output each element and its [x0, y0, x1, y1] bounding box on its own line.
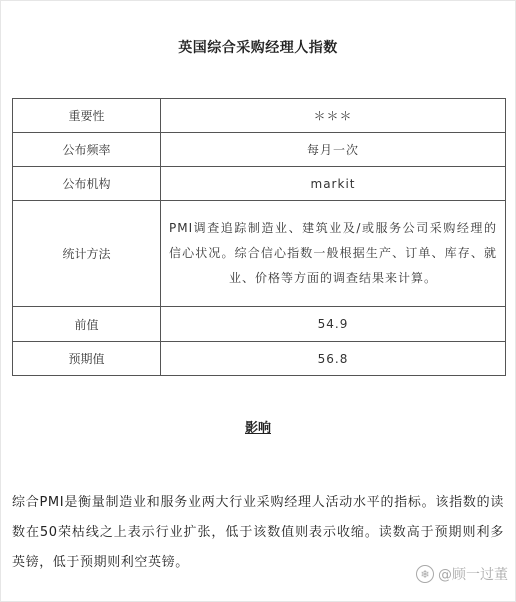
page-title: 英国综合采购经理人指数 — [178, 40, 338, 56]
row-value: markit — [161, 167, 506, 201]
row-value: ＊＊＊ — [161, 99, 506, 133]
impact-paragraph: 综合PMI是衡量制造业和服务业两大行业采购经理人活动水平的指标。该指数的读数在50荣枯线之上表示行业扩张，低于该数值则表示收缩。读数高于预期则利多英镑，低于预期则利空英镑。 — [12, 495, 504, 570]
table-row — [13, 307, 506, 342]
row-value: PMI调查追踪制造业、建筑业及/或服务公司采购经理的信心状况。综合信心指数一般根据生产、订单、库存、就业、价格等方面的调查结果来计算。 — [161, 201, 506, 307]
table-row — [13, 342, 506, 376]
table-row — [13, 201, 506, 307]
info-table — [12, 98, 506, 376]
table-row — [13, 167, 506, 201]
row-label: 重要性 — [13, 99, 161, 133]
watermark — [416, 564, 508, 584]
watermark-text: @顾一过董 — [438, 567, 508, 583]
impact-heading-text: 影响 — [244, 421, 271, 436]
row-value: 每月一次 — [161, 133, 506, 167]
row-label: 公布频率 — [13, 133, 161, 167]
row-label: 统计方法 — [13, 201, 161, 307]
row-value: 54.9 — [161, 307, 506, 342]
row-value: 56.8 — [161, 342, 506, 376]
table-row — [13, 133, 506, 167]
impact-heading — [0, 417, 516, 436]
table-row — [13, 99, 506, 133]
row-label: 预期值 — [13, 342, 161, 376]
row-label: 公布机构 — [13, 167, 161, 201]
snowball-icon: ❄ — [416, 565, 434, 583]
row-label: 前值 — [13, 307, 161, 342]
